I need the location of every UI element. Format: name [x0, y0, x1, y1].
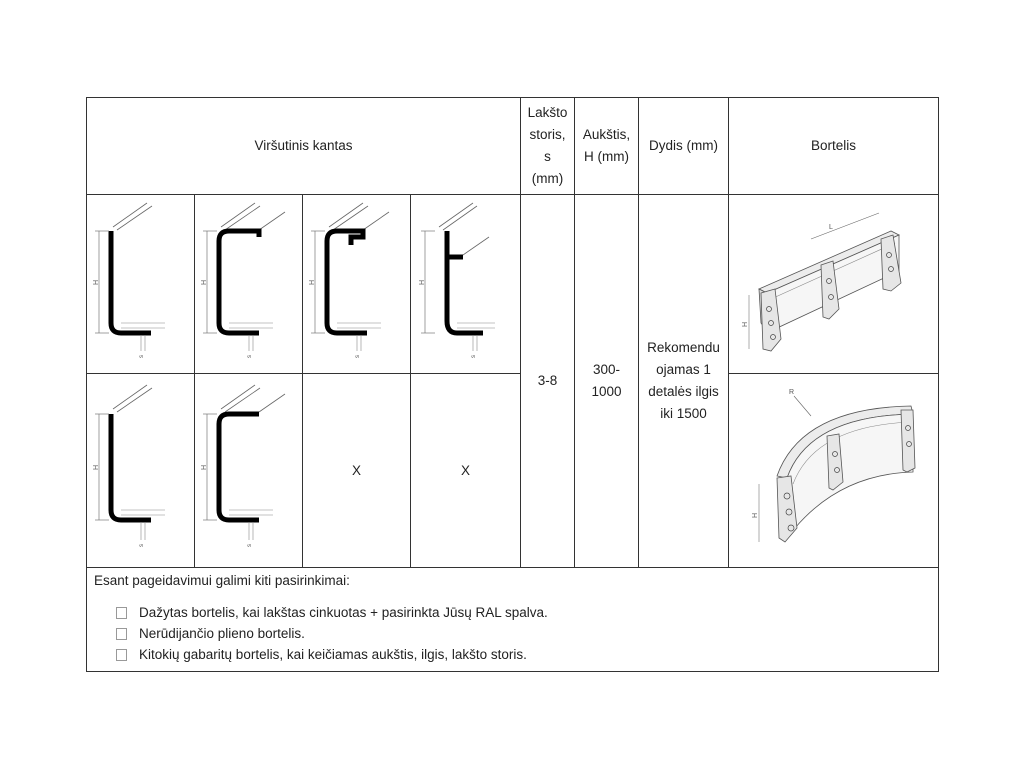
spec-table — [86, 97, 939, 672]
profile-cell — [87, 374, 195, 568]
profile-cell — [303, 195, 411, 374]
svg-text:s: s — [139, 544, 145, 547]
svg-text:s: s — [471, 355, 477, 358]
svg-text:s: s — [355, 355, 361, 358]
svg-text:s: s — [247, 355, 253, 358]
edge-header: Bortelis — [729, 98, 939, 195]
svg-text:s: s — [247, 544, 253, 547]
notes-list — [94, 602, 931, 665]
svg-text:H: H — [309, 279, 316, 285]
straight-edge-drawing-icon — [731, 199, 937, 369]
height-header: Aukštis, H (mm) — [575, 98, 639, 195]
t-profile-icon — [411, 195, 521, 373]
svg-text:R: R — [788, 389, 794, 396]
profile-header: Viršutinis kantas — [87, 98, 521, 195]
not-available-mark: X — [411, 374, 521, 568]
l-profile-icon — [87, 374, 195, 567]
size-value: Rekomendu ojamas 1 detalės ilgis iki 1500 — [639, 195, 729, 568]
svg-text:s: s — [139, 355, 145, 358]
svg-text:H: H — [93, 464, 100, 470]
c-profile-return-lip-icon — [303, 195, 411, 373]
l-profile-icon — [87, 195, 195, 373]
notes-title: Esant pageidavimui galimi kiti pasirinkimai: — [94, 573, 350, 588]
curved-edge-drawing-icon — [731, 378, 937, 563]
notes-item: Dažytas bortelis, kai lakštas cinkuotas + pasirinkta Jūsų RAL spalva. — [116, 602, 931, 623]
svg-text:L: L — [828, 224, 833, 231]
size-header: Dydis (mm) — [639, 98, 729, 195]
profile-cell — [87, 195, 195, 374]
not-available-mark: X — [303, 374, 411, 568]
bullet-box-icon — [116, 607, 127, 619]
svg-text:H: H — [93, 279, 100, 285]
notes-item: Nerūdijančio plieno bortelis. — [116, 623, 931, 644]
svg-text:H: H — [201, 464, 208, 470]
profile-cell — [195, 195, 303, 374]
c-profile-icon — [195, 374, 303, 567]
thickness-value: 3-8 — [521, 195, 575, 568]
profile-cell — [195, 374, 303, 568]
svg-text:H: H — [201, 279, 208, 285]
bullet-box-icon — [116, 649, 127, 661]
c-profile-icon — [195, 195, 303, 373]
bullet-box-icon — [116, 628, 127, 640]
svg-text:H: H — [741, 321, 749, 327]
edge-drawing-curved-cell — [729, 374, 939, 568]
svg-text:H: H — [419, 279, 426, 285]
edge-drawing-straight-cell — [729, 195, 939, 374]
profile-cell — [411, 195, 521, 374]
thickness-header: Lakšto storis, s (mm) — [521, 98, 575, 195]
notes-section — [87, 568, 939, 672]
height-value: 300- 1000 — [575, 195, 639, 568]
notes-item: Kitokių gabaritų bortelis, kai keičiamas aukštis, ilgis, lakšto storis. — [116, 644, 931, 665]
svg-text:H: H — [751, 512, 759, 518]
